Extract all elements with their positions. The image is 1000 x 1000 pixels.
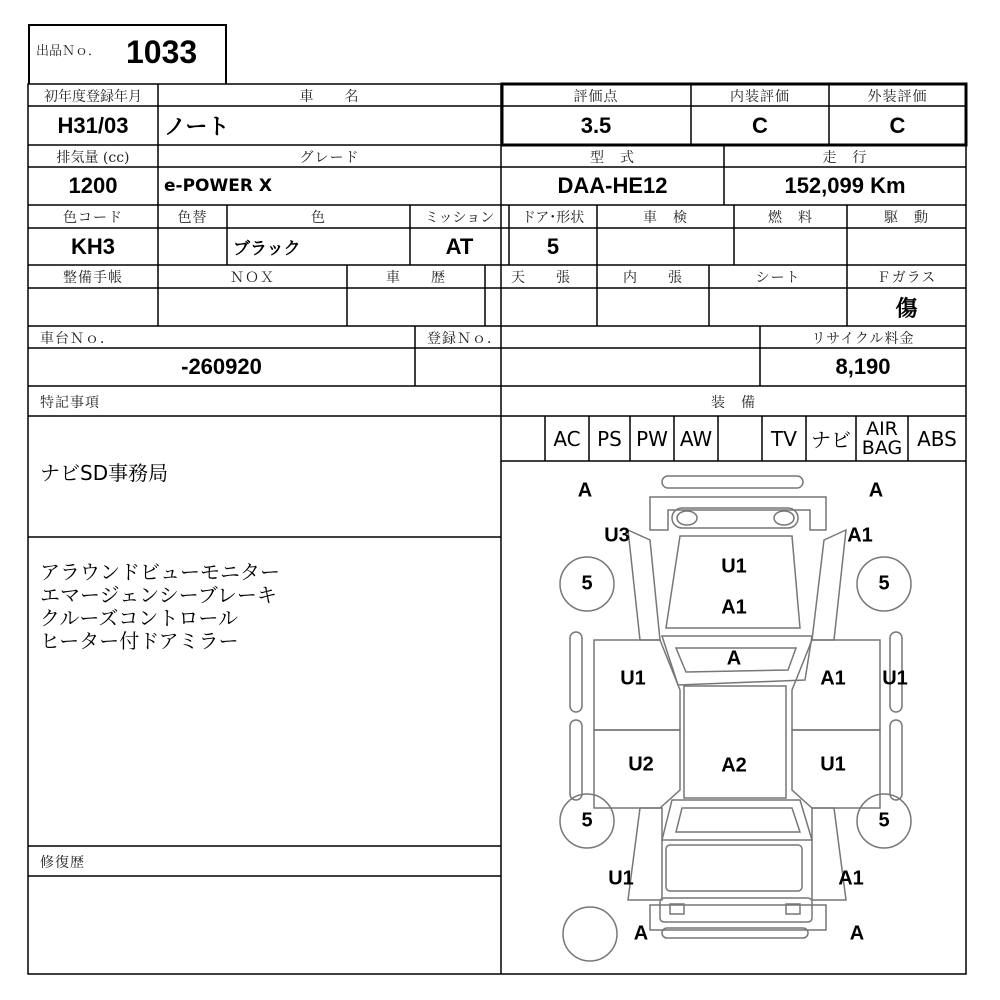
damage-mark-rear-left-bumper: A <box>633 922 649 945</box>
front-glass-label: Ｆガラス <box>876 270 937 286</box>
seat-label: シート <box>755 270 801 286</box>
damage-mark-hood-upper: U1 <box>721 555 747 578</box>
color-change-label: 色替 <box>177 210 208 226</box>
damage-mark-roof: A2 <box>721 754 747 777</box>
equipment-item-ps: PS <box>597 426 622 451</box>
interior-lining-label: 内 張 <box>623 270 683 286</box>
tire-mark-rear-right: 5 <box>878 809 890 832</box>
nox-label: ＮＯＸ <box>230 270 275 286</box>
damage-mark-left-front-fender: U3 <box>604 524 630 547</box>
model-label: 型 式 <box>590 149 635 166</box>
displacement-value: 1200 <box>68 173 118 198</box>
recycle-fee-label: リサイクル料金 <box>811 330 915 347</box>
color-label: 色 <box>311 210 326 226</box>
equipment-label: 装 備 <box>711 394 756 411</box>
damage-mark-right-rear-fender: A1 <box>838 867 864 890</box>
score-label: 評価点 <box>573 88 619 105</box>
damage-mark-right-front-fender: A1 <box>847 524 873 547</box>
tire-mark-rear-left: 5 <box>581 809 593 832</box>
equipment-item-navi: ナビ <box>811 428 851 452</box>
front-glass-value: 傷 <box>895 295 918 322</box>
recycle-fee-value: 8,190 <box>835 354 891 379</box>
color-code-value: KH3 <box>70 233 115 259</box>
model-value: DAA-HE12 <box>557 173 668 198</box>
lot-number-value: 1033 <box>126 33 198 70</box>
damage-mark-rear-right-bumper: A <box>849 922 865 945</box>
damage-mark-hood-lower: A1 <box>721 596 747 619</box>
drive-label: 駆 動 <box>884 210 929 226</box>
damage-mark-front-left-bumper: A <box>577 479 593 502</box>
inspection-label: 車 検 <box>643 210 688 226</box>
damage-mark-right-rear-door: U1 <box>820 753 846 776</box>
remarks-text-1: ナビSD事務局 <box>40 461 169 485</box>
tire-mark-front-left: 5 <box>581 572 593 595</box>
first-registration-value: H31/03 <box>57 112 129 138</box>
interior-rating-value: C <box>752 112 768 138</box>
equipment-item-airbag: AIR BAG <box>861 417 903 459</box>
mileage-value: 152,099 Km <box>784 173 906 198</box>
displacement-label: 排気量 (cc) <box>56 149 130 166</box>
equipment-item-abs: ABS <box>917 426 957 451</box>
color-code-label: 色コード <box>63 210 123 226</box>
interior-rating-label: 内装評価 <box>730 88 790 105</box>
exterior-rating-label: 外装評価 <box>867 88 928 105</box>
equipment-item-ac: AC <box>553 426 581 451</box>
damage-mark-left-front-door: U1 <box>620 667 646 690</box>
damage-mark-windshield: A <box>726 647 742 670</box>
damage-mark-right-front-door: A1 <box>820 667 846 690</box>
equipment-item-pw: PW <box>636 426 668 451</box>
mission-value: AT <box>445 233 474 259</box>
fuel-label: 燃 料 <box>768 210 813 226</box>
chassis-number-value: -260920 <box>181 354 262 379</box>
grade-label: グレード <box>299 149 360 166</box>
door-label: ドア･形状 <box>521 210 585 226</box>
equipment-item-tv: TV <box>771 426 797 451</box>
chassis-number-label: 車台Ｎｏ． <box>40 330 115 347</box>
mileage-label: 走 行 <box>822 149 868 166</box>
first-registration-label: 初年度登録年月 <box>44 88 142 105</box>
history-label: 車 歴 <box>386 270 446 286</box>
remarks-label: 特記事項 <box>40 394 100 411</box>
registration-number-label: 登録Ｎｏ． <box>427 330 502 347</box>
damage-mark-left-rear-fender: U1 <box>608 867 634 890</box>
score-value: 3.5 <box>580 112 612 138</box>
repair-history-label: 修復歴 <box>40 854 85 871</box>
equipment-item-aw: AW <box>679 426 713 451</box>
color-value: ブラック <box>233 239 301 259</box>
lot-number-label: 出品Ｎｏ． <box>36 43 102 59</box>
grade-value: e-POWER X <box>164 176 272 196</box>
tire-mark-front-right: 5 <box>878 572 890 595</box>
car-name-value: ノート <box>164 114 230 139</box>
door-value: 5 <box>546 233 560 259</box>
damage-mark-right-step: U1 <box>882 667 908 690</box>
damage-mark-left-rear-door: U2 <box>628 753 654 776</box>
roof-lining-label: 天 張 <box>511 270 571 286</box>
mission-label: ミッション <box>424 210 495 226</box>
remarks-text-2: アラウンドビューモニター エマージェンシーブレーキ クルーズコントロール ヒーター付ドアミラー <box>40 560 280 653</box>
damage-mark-front-right-bumper: A <box>868 479 884 502</box>
maintenance-book-label: 整備手帳 <box>63 270 123 286</box>
exterior-rating-value: C <box>889 112 906 138</box>
car-name-label: 車 名 <box>299 88 360 105</box>
